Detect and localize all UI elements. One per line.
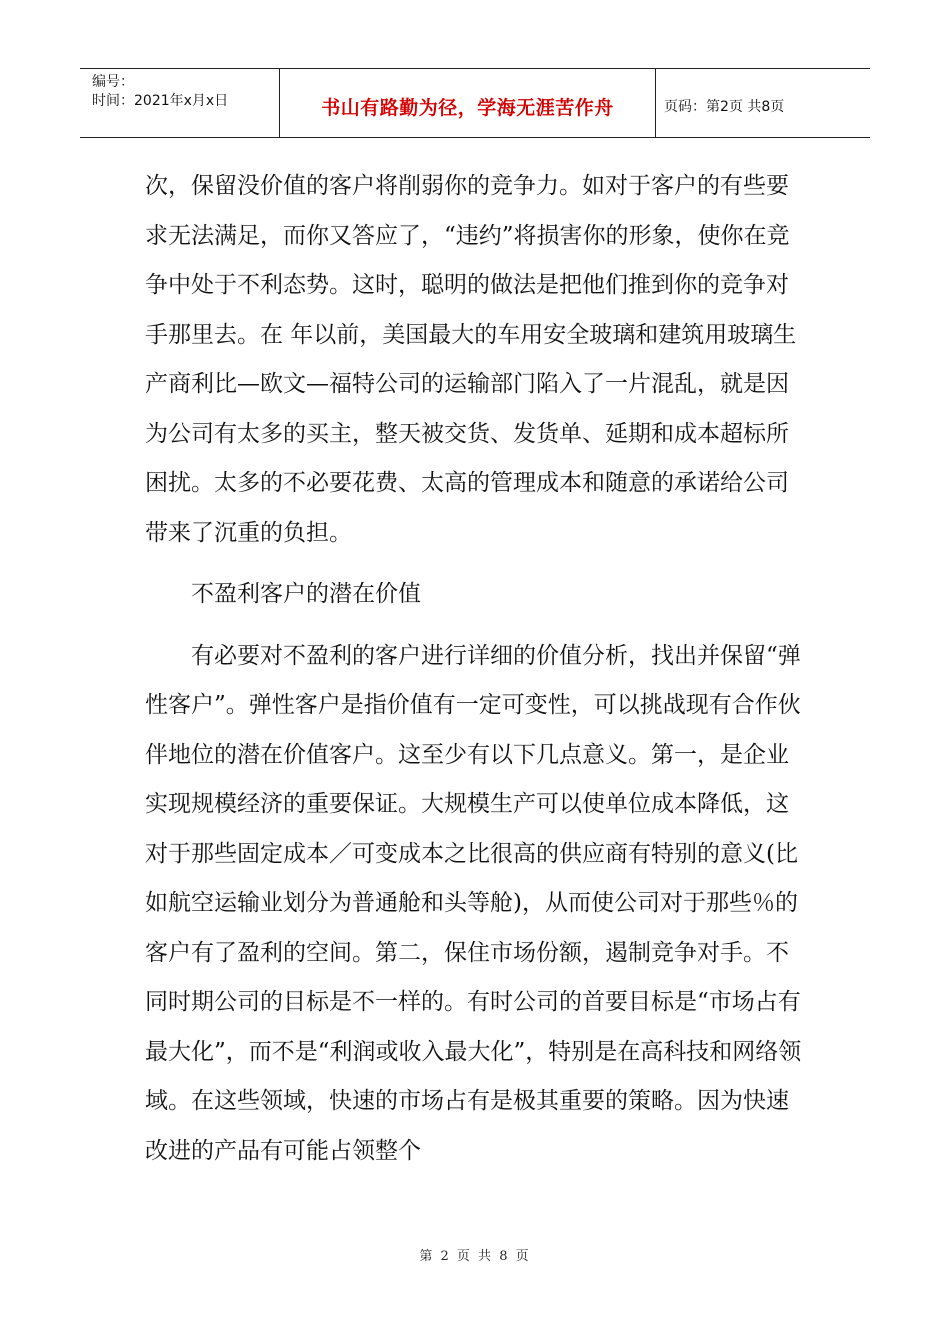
section-heading: 不盈利客户的潜在价值: [191, 581, 421, 607]
footer-page-number: 第 2 页 共 8 页: [419, 1249, 531, 1264]
header-page-info: 页码：第2页 共8页: [664, 99, 785, 115]
body-paragraph: 次，保留没价值的客户将削弱你的竞争力。如对于客户的有些要求无法满足，而你又答应了，“违约”将损害你的形象，使你在竞争中处于不利态势。这时，聪明的做法是把他们推到你的竞争对手那里去。在 年以前，美国最大的车用安全玻璃和建筑用玻璃生产商利比—欧文—福特公司的运输部门陷入了一片混乱，就是因为公司有太多的买主，整天被交货、发货单、延期和成本超标所困扰。太多的不必要花费、太高的管理成本和随意的承诺给公司带来了沉重的负担。: [145, 173, 797, 546]
header-meta-cell: [80, 69, 280, 137]
header-motto: 书山有路勤为径，学海无涯苦作舟: [321, 96, 614, 119]
body-paragraph: 有必要对不盈利的客户进行详细的价值分析，找出并保留“弹性客户”。弹性客户是指价值有一定可变性，可以挑战现有合作伙伴地位的潜在价值客户。这至少有以下几点意义。第一，是企业实现规模经济的重要保证。大规模生产可以使单位成本降低，这对于那些固定成本／可变成本之比很高的供应商有特别的意义(比如航空运输业划分为普通舱和头等舱)，从而使公司对于那些％的客户有了盈利的空间。第二，保住市场份额，遏制竞争对手。不同时期公司的目标是不一样的。有时公司的首要目标是“市场占有最大化”，而不是“利润或收入最大化”，特别是在高科技和网络领域。在这些领域，快速的市场占有是极其重要的策略。因为快速改进的产品有可能占领整个: [145, 642, 802, 1164]
document-time-label: 时间：2021年x月x日: [92, 93, 229, 109]
page-footer: [0, 1245, 950, 1264]
page-header: [80, 68, 870, 138]
document-number-label: 编号：: [92, 74, 134, 90]
header-page-cell: [656, 69, 870, 137]
document-body: [145, 162, 810, 1176]
header-motto-cell: [280, 69, 656, 137]
